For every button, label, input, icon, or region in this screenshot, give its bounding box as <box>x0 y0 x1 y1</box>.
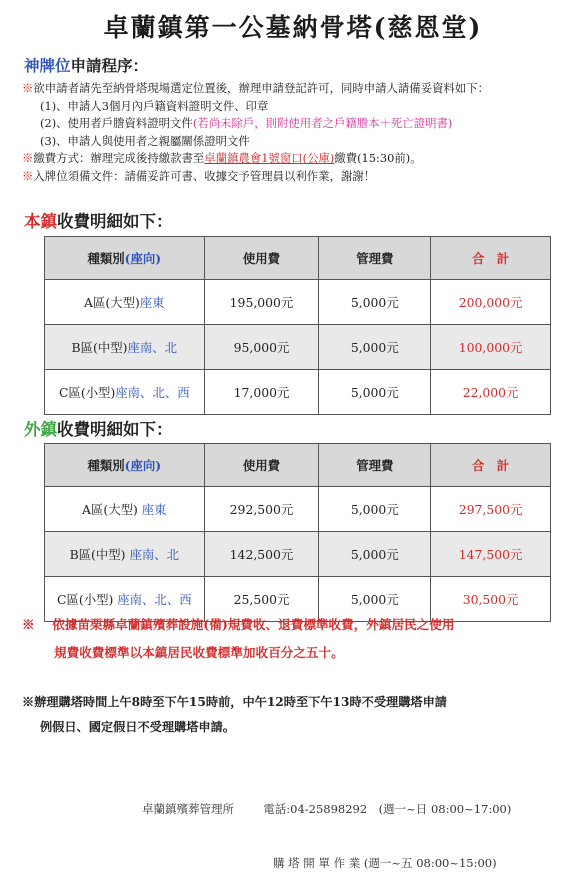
usage-header: 使用費 <box>204 237 319 280</box>
mgmt-header: 管理費 <box>319 237 431 280</box>
table-row <box>45 487 551 532</box>
footer-service-hours: 購 塔 開 單 作 業 (週一~五 08:00~15:00) <box>273 856 497 870</box>
usage-cell: 195,000元 <box>204 280 319 325</box>
usage-cell: 17,000元 <box>204 370 319 415</box>
mgmt-cell: 5,000元 <box>319 487 431 532</box>
hours-line-1: ※辦理購塔時間上午8時至下午15時前，中午12時至下午13時不受理購塔申請 <box>22 695 447 709</box>
table-header-row <box>45 237 551 280</box>
table-row <box>45 280 551 325</box>
mgmt-cell: 5,000元 <box>319 325 431 370</box>
procedure-item-2-note: (若尚未除戶，則附使用者之戶籍謄本＋死亡證明書) <box>192 116 453 131</box>
office-name: 卓蘭鎮殯葬管理所 <box>142 802 234 816</box>
procedure-heading-colored: 神牌位 <box>24 56 71 75</box>
documents-note: ※入牌位須備文件：請備妥許可書、收據交予管理員以利作業，謝謝！ <box>22 168 376 183</box>
mgmt-cell: 5,000元 <box>319 280 431 325</box>
zone-cell: C區(小型) 座南、北、西 <box>45 577 205 622</box>
procedure-heading <box>24 54 148 76</box>
hours-note <box>22 690 582 740</box>
procedure-notes <box>22 80 582 186</box>
usage-cell: 292,500元 <box>204 487 319 532</box>
usage-cell: 95,000元 <box>204 325 319 370</box>
regulation-line-1: 依據苗栗縣卓蘭鎮殯葬設施(備)規費收、退費標準收費，外鎮居民之使用 <box>52 617 455 632</box>
zone-cell: B區(中型)座南、北 <box>45 325 205 370</box>
usage-cell: 142,500元 <box>204 532 319 577</box>
regulation-note <box>22 611 582 667</box>
footer-line-1 <box>142 800 511 818</box>
total-header: 合 計 <box>431 444 551 487</box>
table-row <box>45 370 551 415</box>
mgmt-header: 管理費 <box>319 444 431 487</box>
page-title: 卓蘭鎮第一公墓納骨塔(慈恩堂) <box>103 13 483 42</box>
local-fee-table <box>44 236 551 415</box>
outside-fee-table <box>44 443 551 622</box>
total-cell: 147,500元 <box>431 532 551 577</box>
usage-cell: 25,500元 <box>204 577 319 622</box>
total-cell: 22,000元 <box>431 370 551 415</box>
procedure-item-3: (3)、申請人與使用者之親屬關係證明文件 <box>40 133 250 148</box>
procedure-item-1: (1)、申請人3個月內戶籍資料證明文件、印章 <box>40 98 269 113</box>
zone-cell: A區(大型) 座東 <box>45 487 205 532</box>
table-row <box>45 532 551 577</box>
office-phone: 電話:04-25898292 (週一~日 08:00~17:00) <box>263 802 512 816</box>
zone-cell: B區(中型) 座南、北 <box>45 532 205 577</box>
total-cell: 100,000元 <box>431 325 551 370</box>
procedure-item-2: (2)、使用者戶謄資料證明文件(若尚未除戶，則附使用者之戶籍謄本＋死亡證明書) <box>40 116 453 131</box>
mgmt-cell: 5,000元 <box>319 532 431 577</box>
footer <box>142 764 511 890</box>
total-header: 合 計 <box>431 237 551 280</box>
payment-note: ※繳費方式：辦理完成後持繳款書至卓蘭鎮農會1號窗口(公庫)繳費(15:30前)。 <box>22 151 422 166</box>
table-row <box>45 325 551 370</box>
total-cell: 297,500元 <box>431 487 551 532</box>
procedure-heading-rest: 申請程序： <box>70 56 149 75</box>
usage-header: 使用費 <box>204 444 319 487</box>
mgmt-cell: 5,000元 <box>319 370 431 415</box>
regulation-line-2: 規費收費標準以本鎮居民收費標準加收百分之五十。 <box>54 645 344 660</box>
total-cell: 30,500元 <box>431 577 551 622</box>
type-header: 種類別(座向) <box>45 237 205 280</box>
local-fee-heading: 本鎮收費明細如下： <box>24 212 173 231</box>
hours-line-2: 例假日、國定假日不受理購塔申請。 <box>40 720 235 734</box>
table-header-row <box>45 444 551 487</box>
procedure-intro: ※欲申請者請先至納骨塔現場選定位置後，辦理申請登記許可，同時申請人請備妥資料如下： <box>22 81 490 95</box>
payment-location: 卓蘭鎮農會1號窗口(公庫) <box>204 151 335 166</box>
total-cell: 200,000元 <box>431 280 551 325</box>
regulation-mark: ※ <box>22 617 35 632</box>
zone-cell: C區(小型)座南、北、西 <box>45 370 205 415</box>
mgmt-cell: 5,000元 <box>319 577 431 622</box>
zone-cell: A區(大型)座東 <box>45 280 205 325</box>
outside-fee-heading: 外鎮收費明細如下： <box>24 420 173 439</box>
type-header: 種類別(座向) <box>45 444 205 487</box>
